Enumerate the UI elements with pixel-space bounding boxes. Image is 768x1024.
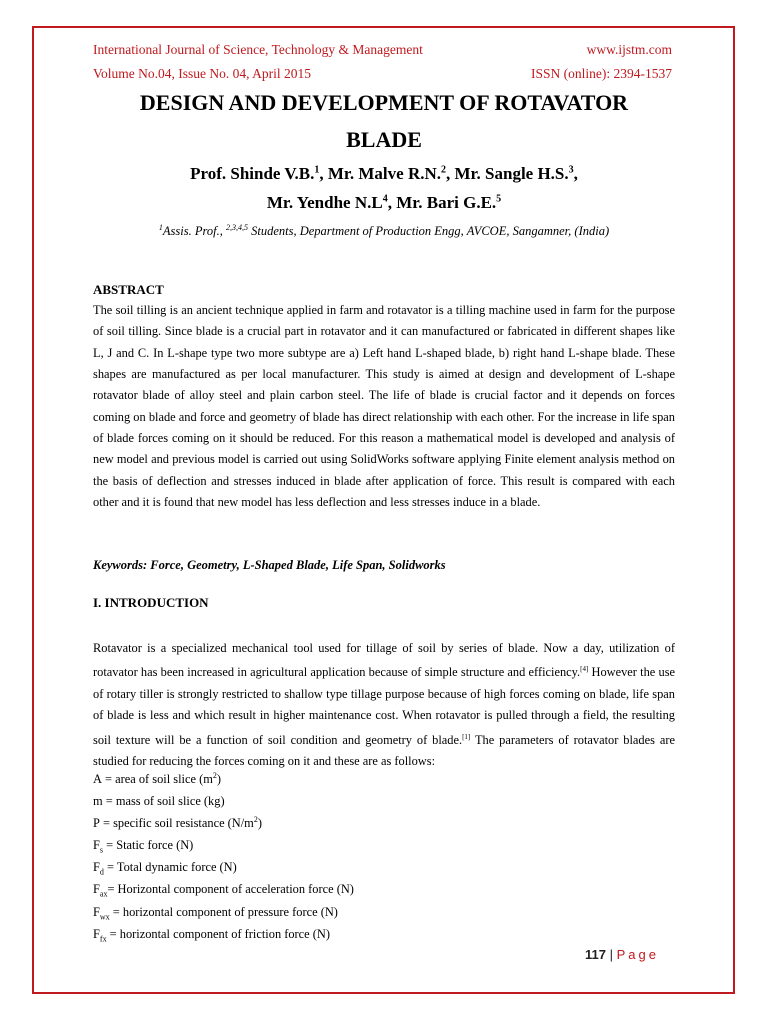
author-affiliation-mark: 5 bbox=[496, 193, 502, 205]
author-name: Prof. Shinde V.B. bbox=[190, 164, 315, 183]
affiliation bbox=[40, 223, 728, 239]
journal-name: International Journal of Science, Technology & Management bbox=[93, 42, 423, 57]
paper-title-line-2: BLADE bbox=[346, 127, 422, 152]
intro-text: The parameters of rotavator blades are studied for reducing the forces coming on it and these are as follows: bbox=[93, 732, 675, 768]
footer-separator: | bbox=[605, 947, 617, 962]
paper-title-line-1: DESIGN AND DEVELOPMENT OF ROTAVATOR bbox=[139, 90, 629, 115]
variable-list bbox=[93, 765, 354, 942]
intro-text: Rotavator is a specialized mechanical tool used for tillage of soil by series of blade. Now a day, utilization of rotavator has been increased in agricultural application because of simple structure and efficiency. bbox=[93, 641, 675, 680]
affiliation-text: Students, Department of Production Engg, AVCOE, Sangamner, (India) bbox=[247, 224, 610, 239]
introduction-paragraph bbox=[93, 638, 675, 772]
authors-line-1 bbox=[40, 164, 728, 184]
author-separator: , bbox=[573, 164, 578, 183]
abstract-text: The soil tilling is an ancient technique applied in farm and rotavator is a tilling machine used in farm for the purpose of soil tilling. Since blade is a crucial part in rotavator and it can manufactured or fabricated in different shapes like L, J and C. In L-shape type two more subtype are a) Left hand L-shaped blade, b) right hand L-shape blade. These shapes are manufactured as per local manufacturer. This study is aimed at design and development of L-shape rotavator blade of alloy steel and plain carbon steel. The life of blade is crucial factor and it depends on forces coming on blade and force and geometry of blade has direct relationship with each other. For the increase in life span of blade forces coming on it should be reduced. For this reason a mathematical model is developed and analysis of new model and previous model is carried out using SolidWorks software applying Finite element analysis method on the basis of deflection and stresses induced in blade after application of force. This result is compared with each other and it is found that new model has less deflection and less stresses induce in a blade. bbox=[93, 303, 675, 510]
abstract-heading: ABSTRACT bbox=[93, 282, 164, 297]
variable-definition: $F_s$ = Static force (N) bbox=[93, 838, 194, 855]
variable-definition: $F_{ax}=$ Horizontal component of acceleration force (N) bbox=[93, 882, 354, 900]
authors-line-2 bbox=[40, 193, 728, 213]
variable-definition: $F_{fx}$ = horizontal component of friction force (N) bbox=[93, 926, 330, 944]
author-name: Mr. Yendhe N.L bbox=[266, 193, 383, 212]
variable-definition: $F_d$ = Total dynamic force (N) bbox=[93, 860, 237, 877]
journal-website[interactable]: www.ijstm.com bbox=[586, 42, 672, 57]
affiliation-mark: 1 bbox=[158, 223, 163, 232]
author-affiliation-mark: 2 bbox=[441, 164, 446, 176]
keywords: Keywords: Force, Geometry, L-Shaped Blade, Life Span, Solidworks bbox=[93, 558, 446, 572]
citation[interactable]: [1] bbox=[462, 732, 471, 741]
author-name: , Mr. Bari G.E. bbox=[387, 193, 497, 212]
volume-issue: Volume No.04, Issue No. 04, April 2015 bbox=[93, 66, 311, 81]
affiliation-mark: 2,3,4,5 bbox=[225, 223, 248, 232]
author-affiliation-mark: 4 bbox=[382, 193, 388, 205]
variable-definition: P = specific soil resistance $(N/m^2)$ bbox=[93, 815, 262, 831]
citation[interactable]: [4] bbox=[580, 665, 589, 674]
page-label: Page bbox=[616, 947, 659, 962]
variable-definition: A = area of soil slice $(m^2)$ bbox=[93, 771, 221, 787]
author-affiliation-mark: 3 bbox=[568, 164, 574, 176]
variable-definition: m = mass of soil slice (kg) bbox=[93, 794, 225, 809]
issn: ISSN (online): 2394-1537 bbox=[531, 66, 672, 81]
intro-text: However the use of rotary tiller is strongly restricted to shallow type tillage purpose because of high forces coming on blade, life span of blade is less and which result in higher maintenance cost. When rotavator is pulled through a field, the resulting soil texture will be a function of soil condition and geometry of blade. bbox=[93, 665, 676, 747]
variable-definition: $F_{wx}$ = horizontal component of pressure force (N) bbox=[93, 904, 338, 922]
affiliation-text: Assis. Prof., bbox=[162, 224, 226, 239]
page-number: 117 bbox=[585, 947, 606, 962]
author-name: , Mr. Malve R.N. bbox=[319, 164, 441, 183]
page-footer bbox=[585, 947, 659, 962]
author-name: , Mr. Sangle H.S. bbox=[446, 164, 569, 183]
introduction-heading: I. INTRODUCTION bbox=[93, 595, 209, 610]
author-affiliation-mark: 1 bbox=[314, 164, 320, 176]
